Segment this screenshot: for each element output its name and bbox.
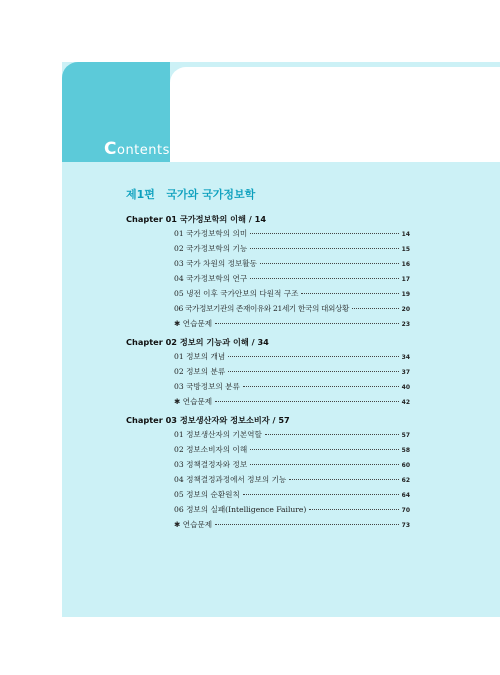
toc-entry[interactable] bbox=[174, 351, 410, 363]
toc-entry[interactable] bbox=[174, 381, 410, 393]
toc-entry-label: 02 국가정보학의 기능 bbox=[174, 244, 248, 253]
dot-leader bbox=[215, 401, 399, 402]
toc-entry[interactable] bbox=[174, 366, 410, 378]
toc-entry-label: 03 국방정보의 분류 bbox=[174, 382, 240, 391]
toc-entry-label: ✱ 연습문제 bbox=[174, 319, 213, 328]
toc-entry[interactable] bbox=[174, 288, 410, 300]
toc-entry-page: 20 bbox=[401, 306, 410, 313]
toc-entry-page: 34 bbox=[401, 354, 410, 361]
toc-entry-label: 06 국가정보기관의 존재이유와 21세기 한국의 대외상황 bbox=[174, 304, 349, 313]
toc-entry-label: 01 정보생산자의 기본역할 bbox=[174, 430, 262, 439]
toc-entry-label: 02 정보의 분류 bbox=[174, 367, 226, 376]
toc-entry-page: 23 bbox=[401, 321, 410, 328]
toc-entry[interactable] bbox=[174, 273, 410, 285]
contents-label bbox=[104, 139, 170, 159]
toc-entry-page: 58 bbox=[401, 447, 410, 454]
toc-entry-label: ✱ 연습문제 bbox=[174, 520, 213, 529]
contents-label-rest: ontents bbox=[116, 143, 170, 158]
dot-leader bbox=[301, 293, 398, 294]
toc-entry[interactable] bbox=[174, 474, 410, 486]
dot-leader bbox=[309, 509, 398, 510]
dot-leader bbox=[243, 386, 399, 387]
dot-leader bbox=[289, 479, 398, 480]
toc-entry[interactable] bbox=[174, 318, 410, 330]
toc-entry-page: 15 bbox=[401, 246, 410, 253]
toc-entry-label: 05 냉전 이후 국가안보의 다원적 구조 bbox=[174, 289, 299, 298]
dot-leader bbox=[250, 464, 398, 465]
toc-entry-label: 03 정책결정자와 정보 bbox=[174, 460, 248, 469]
dot-leader bbox=[265, 434, 399, 435]
toc-entry[interactable] bbox=[174, 243, 410, 255]
toc-entry-label: 04 정책결정과정에서 정보의 기능 bbox=[174, 475, 287, 484]
toc-entry-page: 40 bbox=[401, 384, 410, 391]
toc-entry[interactable] bbox=[174, 444, 410, 456]
part-title: 제1편 국가와 국가정보학 bbox=[126, 188, 256, 201]
toc-entry-page: 64 bbox=[401, 492, 410, 499]
toc-entry-page: 57 bbox=[401, 432, 410, 439]
toc-entry-page: 14 bbox=[401, 231, 410, 238]
toc-entry-label: ✱ 연습문제 bbox=[174, 397, 213, 406]
toc-entry-page: 62 bbox=[401, 477, 410, 484]
chapter-heading: Chapter 02 정보의 기능과 이해 / 34 bbox=[126, 337, 269, 347]
chapter-heading: Chapter 03 정보생산자와 정보소비자 / 57 bbox=[126, 415, 290, 425]
toc-entry[interactable] bbox=[174, 489, 410, 501]
toc-entry[interactable] bbox=[174, 228, 410, 240]
dot-leader bbox=[250, 248, 398, 249]
toc-entry-label: 01 정보의 개념 bbox=[174, 352, 226, 361]
toc-entry-page: 42 bbox=[401, 399, 410, 406]
toc-entry-label: 02 정보소비자의 이해 bbox=[174, 445, 248, 454]
toc-entry-label: 03 국가 차원의 정보활동 bbox=[174, 259, 257, 268]
toc-entry-page: 60 bbox=[401, 462, 410, 469]
dot-leader bbox=[228, 356, 398, 357]
dot-leader bbox=[215, 524, 399, 525]
toc-entry[interactable] bbox=[174, 303, 410, 315]
toc-entry[interactable] bbox=[174, 429, 410, 441]
dot-leader bbox=[228, 371, 398, 372]
toc-entry-label: 01 국가정보학의 의미 bbox=[174, 229, 248, 238]
chapter-heading: Chapter 01 국가정보학의 이해 / 14 bbox=[126, 214, 267, 224]
dot-leader bbox=[260, 263, 399, 264]
toc-entry-label: 04 국가정보학의 연구 bbox=[174, 274, 248, 283]
dot-leader bbox=[243, 494, 399, 495]
dot-leader bbox=[352, 308, 399, 309]
toc-entry-page: 37 bbox=[401, 369, 410, 376]
toc-entry[interactable] bbox=[174, 396, 410, 408]
dot-leader bbox=[250, 278, 398, 279]
dot-leader bbox=[215, 323, 399, 324]
header-box bbox=[170, 67, 500, 162]
toc-entry[interactable] bbox=[174, 459, 410, 471]
toc-entry-page: 70 bbox=[401, 507, 410, 514]
toc-entry[interactable] bbox=[174, 504, 410, 516]
toc-entry-page: 73 bbox=[401, 522, 410, 529]
contents-label-initial: C bbox=[104, 139, 117, 159]
toc-entry[interactable] bbox=[174, 519, 410, 531]
dot-leader bbox=[250, 233, 398, 234]
toc-entry-label: 06 정보의 실패(Intelligence Failure) bbox=[174, 505, 307, 514]
toc-entry-label: 05 정보의 순환원칙 bbox=[174, 490, 240, 499]
toc-entry-page: 16 bbox=[401, 261, 410, 268]
toc-entry-page: 19 bbox=[401, 291, 410, 298]
dot-leader bbox=[250, 449, 398, 450]
toc-entry[interactable] bbox=[174, 258, 410, 270]
toc-entry-page: 17 bbox=[401, 276, 410, 283]
